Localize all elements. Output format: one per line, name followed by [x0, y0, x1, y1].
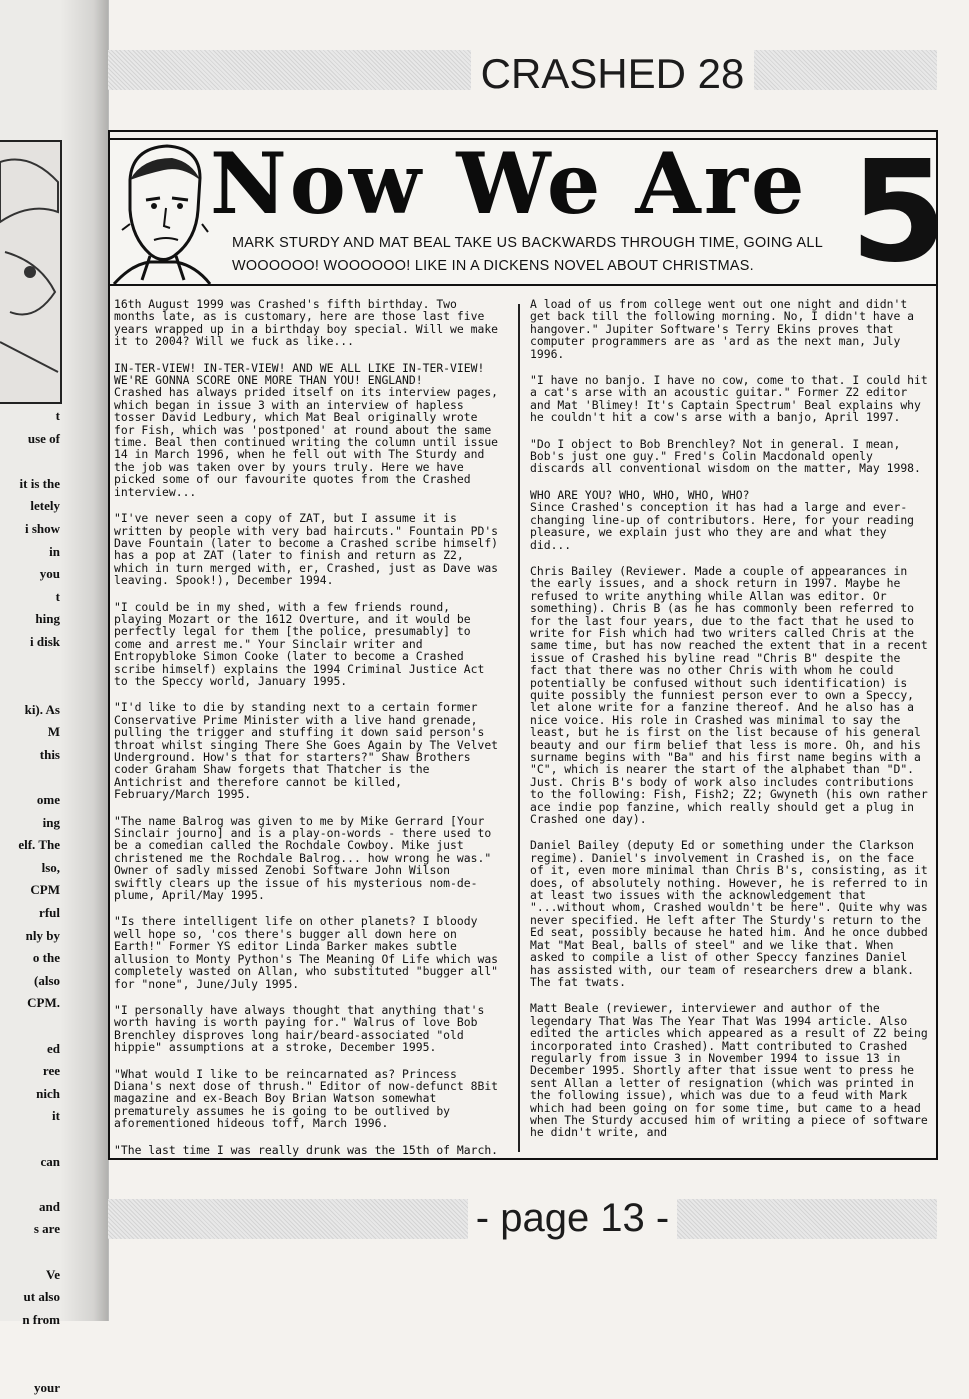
facing-page-fragment: use of — [27, 430, 60, 446]
facing-page-text — [0, 405, 62, 1399]
article-column-right — [530, 298, 928, 1156]
facing-page-fragment: ki). As — [24, 701, 60, 717]
facing-page-fragment: n from — [22, 1311, 60, 1327]
facing-page-fragment: it — [52, 1108, 60, 1124]
binding-shadow — [60, 0, 108, 1321]
portrait-illustration — [112, 140, 212, 284]
facing-page-cartoon — [0, 142, 60, 402]
facing-page-fragment: your — [34, 1379, 60, 1395]
column-divider — [518, 304, 520, 1152]
facing-page-fragment: t — [55, 408, 60, 423]
facing-page-fragment: t — [55, 588, 60, 604]
facing-page-fragment: nich — [36, 1085, 60, 1101]
facing-page-edge — [0, 0, 109, 1395]
paragraph: "I have no banjo. I have no cow, come to that. I could hit a cat's arse with an acoustic guitar." Former Z2 editor and Mat 'Blimey! It's Captain Spectrum' Beal explains why he couldn't hit a cow's arse with a banjo, April 1997. — [530, 373, 928, 425]
paragraph: "Is there intelligent life on other planets? I bloody well hope so, 'cos there's bugger all down here on Earth!" Former YS editor Linda Barker makes subtle allusion to Monty Python's The Meaning Of Life which was completely wasted on Allan, who substituted "bugger all" for "none", June/July 1995. — [114, 914, 499, 991]
paragraph: 16th August 1999 was Crashed's fifth birthday. Two months late, as is customary, here are those last five years wrapped up in a birthday boy special. Will we make it to 2004? Will we fuck as like... — [114, 297, 499, 349]
facing-page-fragment: elf. The — [18, 837, 60, 853]
facing-page-fragment: ree — [42, 1063, 60, 1079]
paragraph: Matt Beale (reviewer, interviewer and author of the legendary That Was The Year That Was 1994 article. Also edited the articles which appeared as a result of Z2 being incorporated into Crashed). Matt contributed to Crashed regularly from issue 3 in November 1994 to issue 13 in December 1995. Shortly after that issue went to press he sent Allan a letter of resignation (which was printed in the following issue), which was due to a feud with Mark which had been going on for some time, but came to a head when The Sturdy accused him of writing a piece of software he didn't write, and — [530, 1001, 928, 1140]
facing-page-fragment: can — [40, 1153, 60, 1169]
facing-page-fragment: M — [47, 724, 60, 740]
facing-page-fragment: ut also — [23, 1289, 60, 1305]
facing-page-fragment — [0, 1331, 62, 1354]
facing-page-fragment: Ve — [46, 1266, 60, 1282]
facing-page-fragment: you — [39, 566, 60, 582]
paragraph: Daniel Bailey (deputy Ed or something under the Clarkson regime). Daniel's involvement in Crashed is, on the face of it, even more minimal than Chris B's, consisting, as it does, of absolutely nothing. However, he is referred to in at least two issues with the acknowledgement that "...without whom, Crashed wouldn't be here". Quite why was never specified. He left after The Sturdy's return to the Ed seat, possibly because he hated him. And he once dubbed Mat "Mat Beal, balls of steel" and we like that. When asked to compile a list of other Speccy fanzines Daniel has assisted with, our team of researchers drew a blank. The fat twats. — [530, 838, 928, 989]
facing-page-fragment: this — [39, 746, 60, 762]
facing-page-fragment: i show — [24, 520, 60, 536]
facing-page-fragment — [0, 767, 62, 790]
facing-page-fragment: lso, — [41, 859, 60, 875]
headline-banner — [108, 131, 948, 294]
facing-page-fragment: ome — [36, 792, 60, 808]
paragraph: "I've never seen a copy of ZAT, but I assume it is written by people with very bad haircuts." Fountain PD's Dave Fountain (later to become a Crashed scribe himself) has a pop at ZAT (later to finish and return as Z2, which in turn merged with, er, Crashed, just as Dave was leaving. Spook!), December 1994. — [114, 511, 499, 588]
article-column-left — [114, 298, 504, 1156]
page-title — [108, 44, 937, 104]
headline-number: 5 — [850, 131, 948, 294]
facing-page-fragment: rful — [39, 905, 60, 921]
subtitle-line: WOOOOOO! WOOOOOO! LIKE IN A DICKENS NOVEL ABOUT CHRISTMAS. — [232, 258, 754, 274]
facing-page-fragment: letely — [30, 498, 60, 514]
headline-subtitle — [232, 232, 832, 284]
facing-page-fragment — [0, 1173, 62, 1196]
facing-page-fragment: and — [39, 1198, 60, 1214]
facing-page-fragment — [0, 676, 62, 699]
facing-page-fragment — [0, 654, 62, 677]
headline-title: Now We Are — [210, 134, 808, 233]
page-title-text: CRASHED 28 — [471, 50, 755, 97]
facing-page-illustration — [0, 140, 62, 404]
facing-page-fragment: nly by — [25, 927, 60, 943]
facing-page-fragment: i disk — [30, 633, 60, 649]
paragraph: "I'd like to die by standing next to a certain former Conservative Prime Minister with a live hand grenade, pulling the trigger and stuffing it down said person's throat whilst singing There She Goes Again by The Velvet Underground. How's that for starters?" Shaw Brothers coder Graham Shaw forgets that Thatcher is the Antichrist and therefore cannot be killed, February/March 1995. — [114, 700, 499, 802]
paragraph: "What would I like to be reincarnated as? Princess Diana's next dose of thrush." Editor of now-defunct 8Bit magazine and ex-Beach Boy Brian Watson somewhat prematurely assumes he is going to be outlived by aforementioned hideous toff, March 1996. — [114, 1066, 499, 1131]
paragraph: "I personally have always thought that anything that's worth having is worth paying for." Walrus of love Bob Brenchley disproves long hair/beard-associated "old hippie" assumptions at a stroke, December 1995. — [114, 1002, 485, 1055]
paragraph: Crashed has always prided itself on its interview pages, which began in issue 3 with an interview of hapless tosser David Ledbury, which Mat Beal originally wrote for Fish, which was 'postponed' at round about the same time. Beal then continued writing the column until issue 14 in March 1996, when he fell out with The Sturdy and the job was taken over by yours truly. Here we have picked some of our favourite quotes from the Crashed interview... — [114, 385, 499, 499]
facing-page-fragment: ing — [42, 814, 60, 830]
paragraph: A load of us from college went out one night and didn't get back till the following morning. No, I didn't have a hangover." Jupiter Software's Terry Ekins proves that computer programmers are as 'ard as the next man, July 1996. — [530, 297, 915, 361]
paragraph: "The name Balrog was given to me by Mike Gerrard [Your Sinclair journo] and is a play-on-words - there used to be a comedian called the Rochdale Cowboy. Mike just christened me the Rochdale Balrog... how wrong he was." Owner of sadly missed Zenobi Software John Wilson swiftly clears up the issue of his mysterious nom-de-plume, April/May 1995. — [114, 813, 492, 903]
facing-page-fragment: in — [49, 543, 60, 559]
facing-page-fragment: CPM. — [27, 995, 60, 1011]
paragraph: "Do I object to Bob Brenchley? Not in general. I mean, Bob's just one guy." Fred's Colin Macdonald openly discards all conventional wisdom on the matter, May 1998. — [530, 436, 921, 476]
facing-page-fragment: hing — [35, 611, 60, 627]
paragraph: "The last time I was really drunk was the 15th of March. — [114, 1142, 499, 1157]
page-number — [108, 1192, 937, 1244]
paragraph: "I could be in my shed, with a few friends round, playing Mozart or the 1612 Overture, and it would be perfectly legal for them [the police, presumably] to come and arrest me." Your Sinclair writer and Entropybloke Simon Cooke (later to become a Crashed scribe himself) explains the 1994 Criminal Justice Act to the Speccy world, January 1995. — [114, 599, 485, 688]
facing-page-fragment — [0, 1015, 62, 1038]
paragraph: Chris Bailey (Reviewer. Made a couple of appearances in the early issues, and a shock return in 1997. Maybe he refused to write anything while Allan was editor. Or something). Chris B (as he has commonly been referred to for the last four years, due to the fact that he used to write for Fish which had two writers called Chris at the same time, but has now reached the extent that in a recent issue of Crashed his byline read "Chris B" despite the fact that there was no other Chris with whom he could potentially be confused without such identification) is quite possibly the funniest person ever to own a Speccy, let alone write for a fanzine thereof. And he also has a nice voice. His role in Crashed was minimal to say the least, but he is first on the list because of his general beauty and our firm belief that less is more. Oh, and his surname begins with "Ba" and his first name begins with a "C", which is nearer the start of the alphabet than "D". Just. Chris B's body of work also includes contributions to the following: Fish, Fish2; Z2; Gwyneth (his own rather ace indie pop fanzine, which really should get a plug in Crashed one day). — [530, 563, 928, 827]
facing-page-fragment — [0, 450, 62, 473]
facing-page-fragment: (also — [34, 972, 60, 988]
facing-page-fragment — [0, 1354, 62, 1377]
section-heading: IN-TER-VIEW! IN-TER-VIEW! AND WE ALL LIKE IN-TER-VIEW! WE'RE GONNA SCORE ONE MORE THAN YOU! ENGLAND! — [114, 360, 485, 388]
section-heading: WHO ARE YOU? WHO, WHO, WHO, WHO? — [530, 487, 750, 502]
paragraph: Since Crashed's conception it has had a large and ever-changing line-up of contributors. Here, for your reading pleasure, we explain just who they are and what they did... — [530, 500, 915, 552]
facing-page-fragment: ed — [47, 1040, 60, 1056]
facing-page-fragment — [0, 1128, 62, 1151]
page-number-text: - page 13 - — [468, 1196, 677, 1240]
facing-page-fragment: s are — [33, 1221, 60, 1237]
facing-page-fragment: o the — [32, 950, 60, 966]
subtitle-line: MARK STURDY AND MAT BEAL TAKE US BACKWARDS THROUGH TIME, GOING ALL — [232, 235, 824, 251]
facing-page-fragment — [0, 1241, 62, 1264]
facing-page-fragment: it is the — [19, 475, 60, 491]
facing-page-fragment: CPM — [30, 882, 60, 898]
